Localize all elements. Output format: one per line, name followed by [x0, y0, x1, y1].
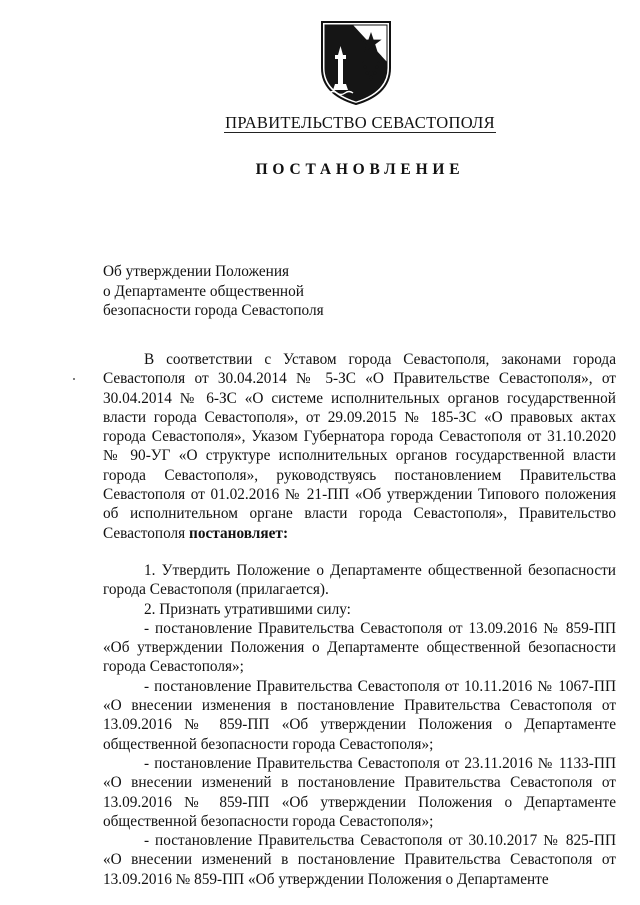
- preamble-paragraph: [103, 350, 616, 543]
- item-2: 2. Признать утратившими силу:: [144, 600, 351, 618]
- title-line-1: Об утверждении Положения: [103, 263, 290, 280]
- scan-speck: [73, 378, 75, 380]
- government-name: [0, 113, 640, 133]
- government-name-text: ПРАВИТЕЛЬСТВО СЕВАСТОПОЛЯ: [225, 113, 495, 132]
- document-type-heading: ПОСТАНОВЛЕНИЕ: [255, 161, 465, 178]
- title-line-2: о Департаменте общественной: [103, 282, 304, 300]
- item-1: 1. Утвердить Положение о Департаменте общественной безопасности города Севастополя (прилагается).: [103, 561, 616, 599]
- preamble-text: В соответствии с Уставом города Севастополя, законами города Севастополя от 30.04.2014 № 5-ЗС «О Правительстве Севастополя», от 30.04.2014 № 6-ЗС «О системе исполнительных органов государственной власти города Севастополя», от 29.09.2015 № 185-ЗС «О правовых актах города Севастополя», Указом Губернатора города Севастополя от 31.10.2020 № 90-УГ «О структуре исполнительных органов государственной власти города Севастополя», руководствуясь постановлением Правительства Севастополя от 01.02.2016 № 21-ПП «Об утверждении Типового положения об исполнительном органе власти города Севастополя», Правительство Севастополя: [103, 351, 616, 542]
- repealed-act-1: - постановление Правительства Севастополя от 13.09.2016 № 859-ПП «Об утверждении Положения о Департаменте общественной безопасности города Севастополя»;: [103, 619, 616, 676]
- repealed-act-2: - постановление Правительства Севастополя от 10.11.2016 № 1067-ПП «О внесении изменения в постановление Правительства Севастополя от 13.09.2016 № 859-ПП «Об утверждении Положения о Департаменте общественной безопасности города Севастополя»;: [103, 677, 616, 753]
- sevastopol-coat-of-arms: [313, 14, 399, 106]
- coat-of-arms-icon: [313, 14, 399, 106]
- title-line-3: безопасности города Севастополя: [103, 302, 324, 320]
- repealed-act-3: - постановление Правительства Севастополя от 23.11.2016 № 1133-ПП «О внесении изменений в постановление Правительства Севастополя от 13.09.2016 № 859-ПП «Об утверждении Положения о Департаменте общественной безопасности города Севастополя»;: [103, 754, 616, 830]
- resolves-word: постановляет:: [189, 524, 289, 542]
- document-body: [103, 350, 616, 889]
- repealed-act-4: - постановление Правительства Севастополя от 30.10.2017 № 825-ПП «О внесении изменений в постановление Правительства Севастополя от 13.09.2016 № 859-ПП «Об утверждении Положения о Департаменте: [103, 832, 616, 888]
- document-title: [103, 262, 423, 321]
